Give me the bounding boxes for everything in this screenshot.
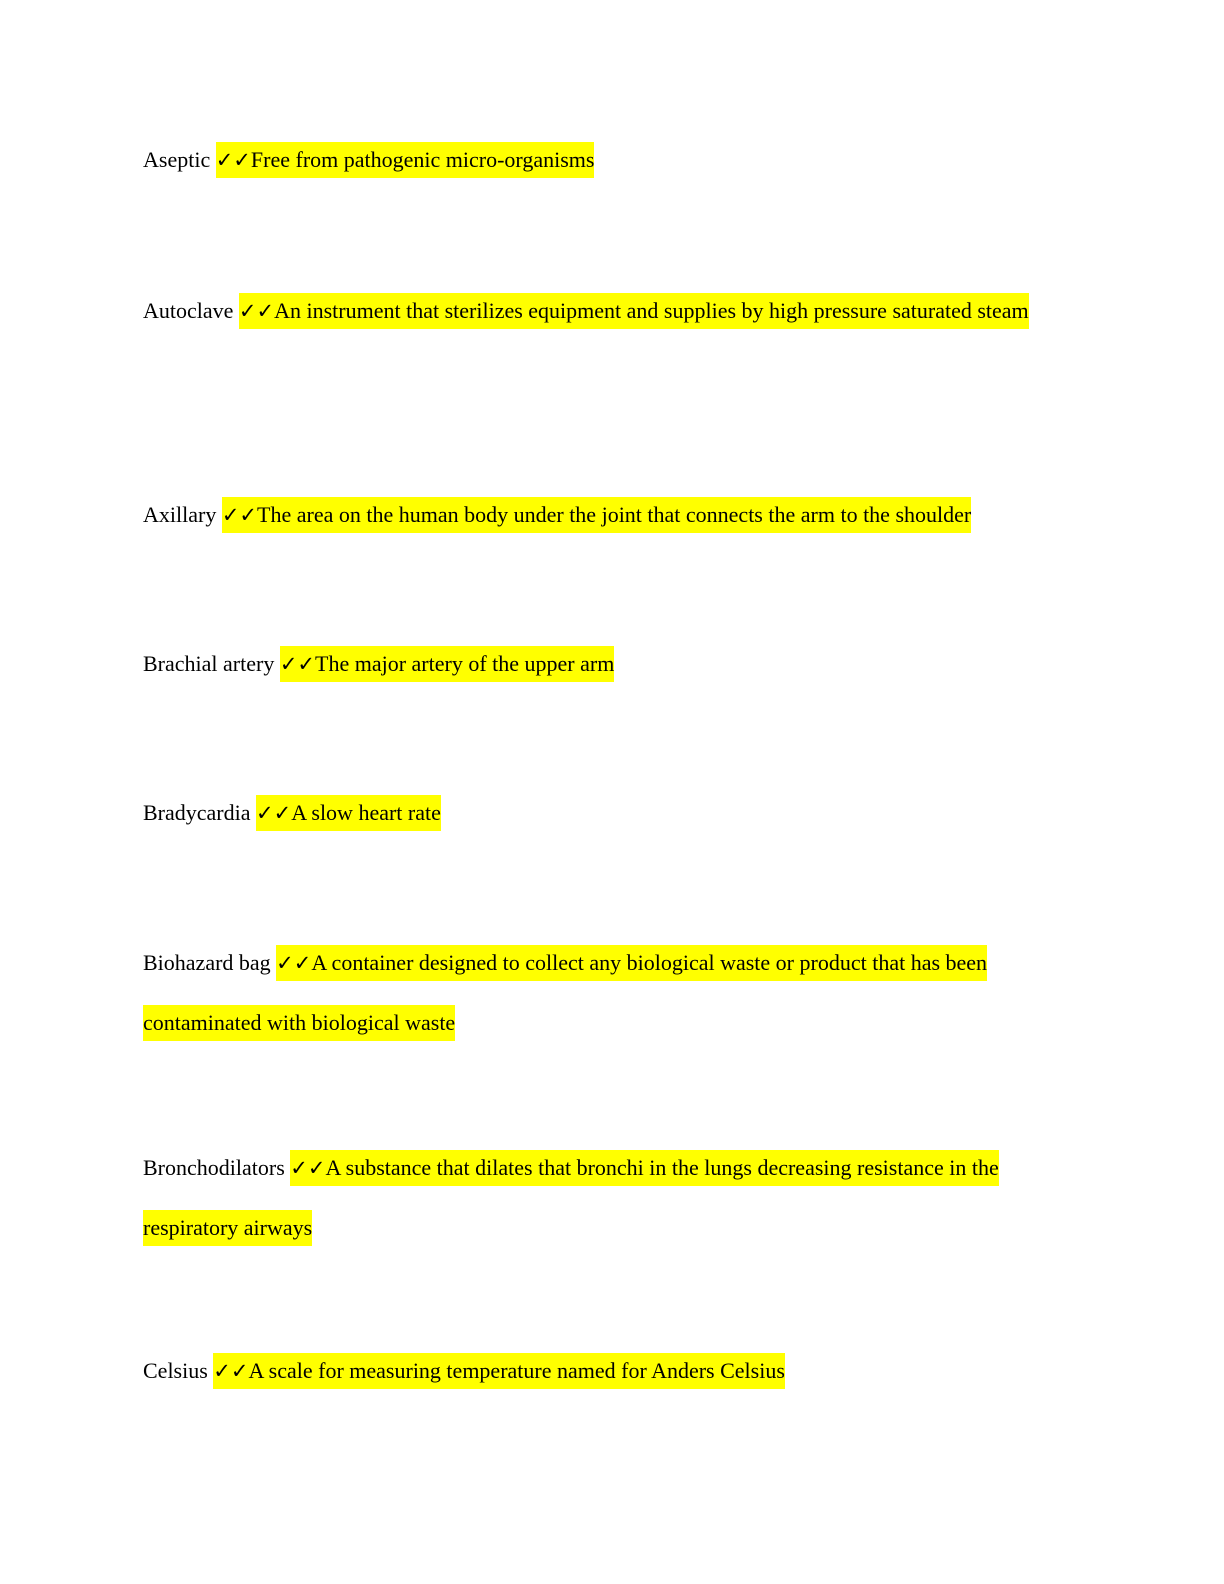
- entry-definition: A substance that dilates that bronchi in the lungs decreasing resistance in the respiratory airways: [143, 1155, 999, 1240]
- double-check-icon: ✓✓: [290, 1156, 326, 1180]
- entry-definition-highlight: [256, 795, 441, 831]
- entry-term: Celsius: [143, 1358, 208, 1383]
- entry-definition-highlight: [213, 1353, 785, 1389]
- entry-definition-highlight: [239, 293, 1029, 329]
- entry-term: Brachial artery: [143, 651, 275, 676]
- entry-definition: The area on the human body under the joint that connects the arm to the shoulder: [257, 502, 972, 527]
- entry-definition: The major artery of the upper arm: [315, 651, 615, 676]
- glossary-entry-aseptic: [143, 130, 1083, 190]
- double-check-icon: ✓✓: [276, 951, 312, 975]
- double-check-icon: ✓✓: [279, 652, 316, 676]
- entry-definition: An instrument that sterilizes equipment and supplies by high pressure saturated steam: [274, 298, 1029, 323]
- double-check-icon: ✓✓: [215, 148, 251, 172]
- entry-term: Bronchodilators: [143, 1155, 285, 1180]
- entry-term: Autoclave: [143, 298, 234, 323]
- double-check-icon: ✓✓: [256, 801, 292, 825]
- entry-term: Axillary: [143, 502, 217, 527]
- glossary-entry-brachial-artery: [143, 634, 1083, 694]
- glossary-entry-autoclave: [143, 281, 1083, 341]
- glossary-entry-bradycardia: [143, 783, 1083, 843]
- glossary-entry-bronchodilators: [143, 1138, 1083, 1257]
- entry-definition: A container designed to collect any biological waste or product that has been contaminated with biological waste: [143, 950, 988, 1035]
- double-check-icon: ✓✓: [221, 503, 258, 527]
- entry-term: Aseptic: [143, 147, 211, 172]
- entry-term: Biohazard bag: [143, 950, 271, 975]
- entry-definition-highlight: [216, 142, 595, 178]
- entry-definition-highlight: [280, 646, 615, 682]
- entry-term: Bradycardia: [143, 800, 251, 825]
- entry-definition: A scale for measuring temperature named for Anders Celsius: [248, 1358, 785, 1383]
- entry-definition: Free from pathogenic micro-organisms: [250, 147, 595, 172]
- glossary-entry-axillary: [143, 485, 1083, 545]
- glossary-entry-celsius: [143, 1341, 1083, 1401]
- double-check-icon: ✓✓: [238, 299, 275, 323]
- entry-definition-highlight: [222, 497, 971, 533]
- glossary-entry-biohazard-bag: [143, 933, 1083, 1052]
- double-check-icon: ✓✓: [213, 1359, 249, 1383]
- entry-definition: A slow heart rate: [291, 800, 441, 825]
